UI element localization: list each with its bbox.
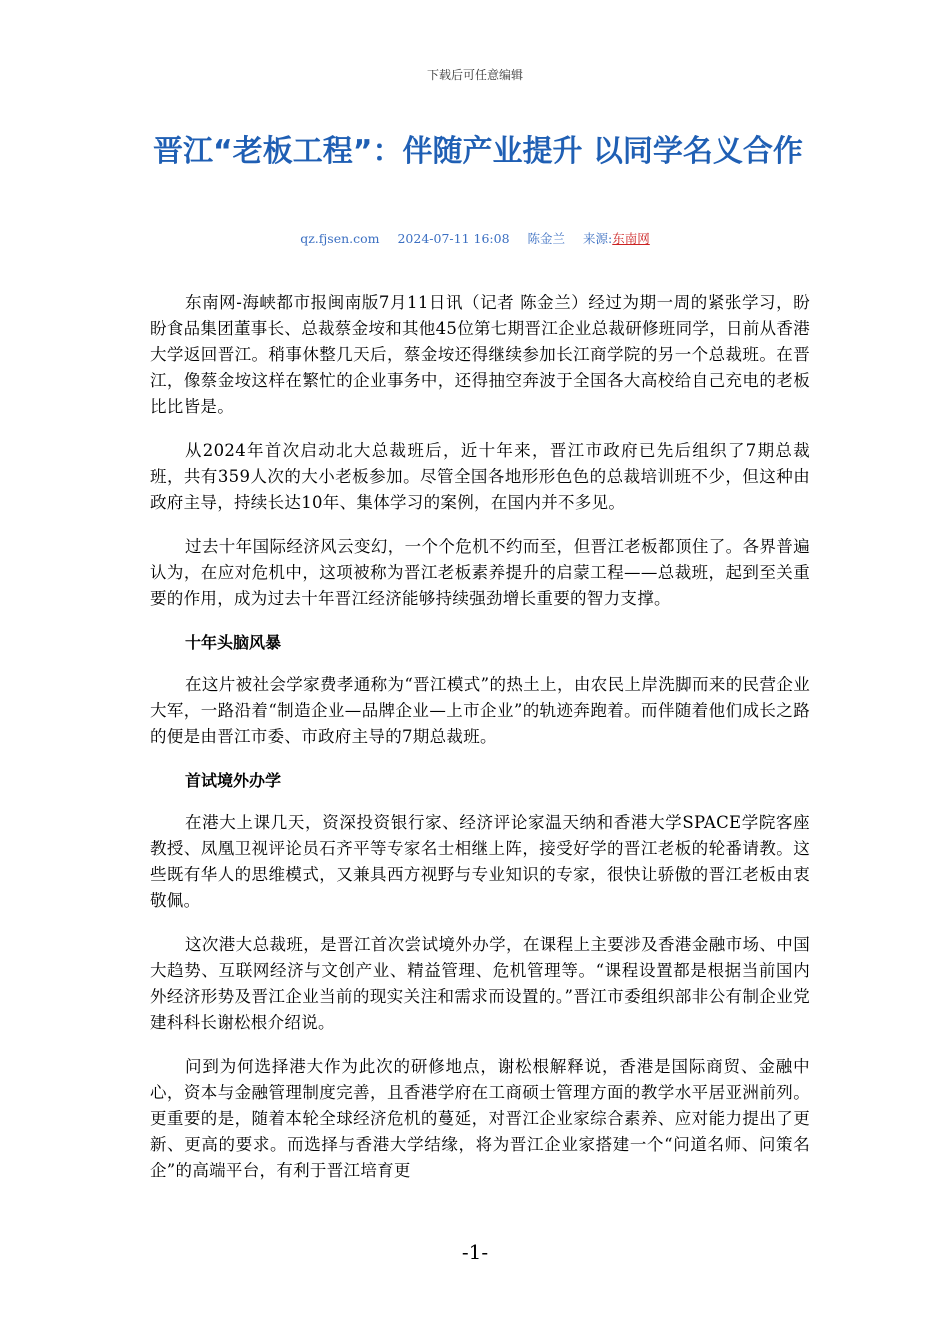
paragraph: 从2024年首次启动北大总裁班后，近十年来，晋江市政府已先后组织了7期总裁班，共有359人次的大小老板参加。尽管全国各地形形色色的总裁培训班不少，但这种由政府主导，持续长达10年、集体学习的案例，在国内并不多见。 [150, 441, 810, 512]
article-title: 晋江“老板工程”：伴随产业提升 以同学名义合作 [153, 134, 803, 169]
section-heading: 十年头脑风暴 [185, 633, 282, 652]
paragraph: 在这片被社会学家费孝通称为“晋江模式”的热土上，由农民上岸洗脚而来的民营企业大军，一路沿着“制造企业—品牌企业—上市企业”的轨迹奔跑着。而伴随着他们成长之路的便是由晋江市委、市政府主导的7期总裁班。 [150, 675, 810, 746]
paragraph: 过去十年国际经济风云变幻，一个个危机不约而至，但晋江老板都顶住了。各界普遍认为，在应对危机中，这项被称为晋江老板素养提升的启蒙工程——总裁班，起到至关重要的作用，成为过去十年晋江经济能够持续强劲增长重要的智力支撑。 [150, 537, 810, 608]
section-heading: 首试境外办学 [185, 771, 282, 790]
paragraph: 东南网-海峡都市报闽南版7月11日讯（记者 陈金兰）经过为期一周的紧张学习，盼盼食品集团董事长、总裁蔡金垵和其他45位第七期晋江企业总裁研修班同学，日前从香港大学返回晋江。稍事休整几天后，蔡金垵还得继续参加长江商学院的另一个总裁班。在晋江，像蔡金垵这样在繁忙的企业事务中，还得抽空奔波于全国各大高校给自己充电的老板比比皆是。 [150, 293, 810, 416]
meta-author: 陈金兰 [527, 231, 566, 246]
meta-source [583, 231, 650, 246]
meta-site: qz.fjsen.com [300, 231, 380, 246]
article-body [150, 290, 810, 1202]
paragraph: 问到为何选择港大作为此次的研修地点，谢松根解释说，香港是国际商贸、金融中心，资本与金融管理制度完善，且香港学府在工商硕士管理方面的教学水平居亚洲前列。更重要的是，随着本轮全球经济危机的蔓延，对晋江企业家综合素养、应对能力提出了更新、更高的要求。而选择与香港大学结缘，将为晋江企业家搭建一个“问道名师、问策名企”的高端平台，有利于晋江培育更 [150, 1057, 810, 1180]
page-number: -1- [461, 1240, 489, 1264]
meta-source-label: 来源: [583, 231, 613, 246]
header-note: 下载后可任意编辑 [426, 68, 523, 82]
paragraph: 这次港大总裁班，是晋江首次尝试境外办学，在课程上主要涉及香港金融市场、中国大趋势、互联网经济与文创产业、精益管理、危机管理等。“课程设置都是根据当前国内外经济形势及晋江企业当前的现实关注和需求而设置的。”晋江市委组织部非公有制企业党建科科长谢松根介绍说。 [150, 935, 810, 1032]
source-link[interactable]: 东南网 [612, 231, 650, 246]
article-meta [0, 229, 950, 247]
meta-datetime: 2024-07-11 16:08 [397, 231, 510, 246]
paragraph: 在港大上课几天，资深投资银行家、经济评论家温天纳和香港大学SPACE学院客座教授、凤凰卫视评论员石齐平等专家名士相继上阵，接受好学的晋江老板的轮番请教。这些既有华人的思维模式，又兼具西方视野与专业知识的专家，很快让骄傲的晋江老板由衷敬佩。 [150, 813, 810, 910]
